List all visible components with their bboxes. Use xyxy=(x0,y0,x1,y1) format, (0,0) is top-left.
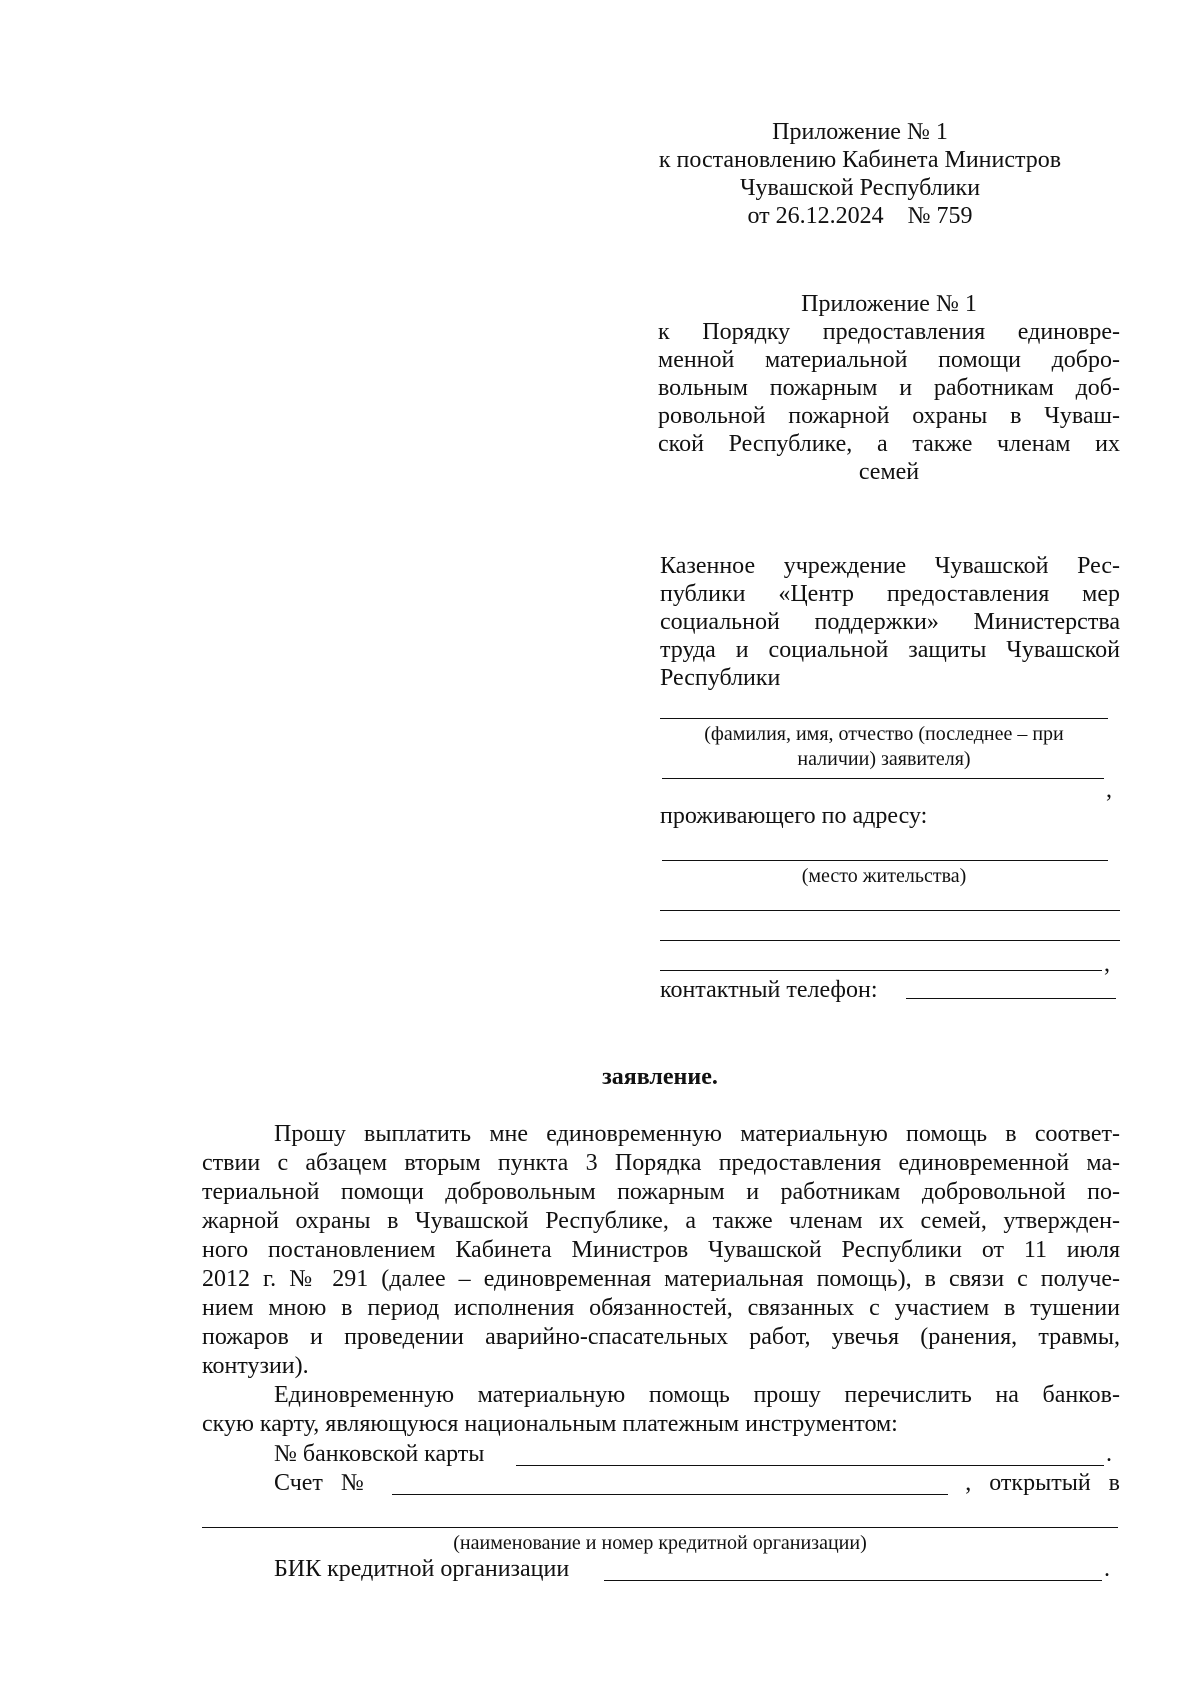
card-number-label: № банковской карты xyxy=(274,1441,485,1467)
paragraph-line: териальной помощи добровольным пожарным и работникам добровольной по- xyxy=(202,1179,1120,1205)
comma: , xyxy=(1104,951,1110,977)
fio-underline[interactable] xyxy=(660,718,1108,719)
paragraph-line: скую карту, являющуюся национальным платежным инструментом: xyxy=(202,1411,898,1437)
statement-title: заявление. xyxy=(602,1064,718,1090)
address-line-3[interactable] xyxy=(660,970,1102,971)
paragraph-line: Единовременную материальную помощь прошу перечислить на банков- xyxy=(274,1382,1120,1408)
paragraph-line: пожаров и проведении аварийно-спасательных работ, увечья (ранения, травмы, xyxy=(202,1324,1120,1350)
appendix-order xyxy=(658,290,1120,486)
fio-caption-line: (фамилия, имя, отчество (последнее – при xyxy=(704,723,1064,745)
residence-caption: (место жительства) xyxy=(801,865,967,887)
appendix-header xyxy=(620,118,1100,230)
addressee xyxy=(660,552,1120,692)
account-opened-text: , открытый в xyxy=(965,1470,1120,1496)
addressee-line: публики «Центр предоставления мер xyxy=(660,581,1120,607)
card-number-field[interactable] xyxy=(516,1465,1104,1466)
fio-caption xyxy=(660,722,1108,772)
appendix-header-line: Чувашской Республики xyxy=(739,175,981,201)
appendix-header-line: Приложение № 1 xyxy=(772,119,948,145)
address-line-1[interactable] xyxy=(660,910,1120,911)
residing-label: проживающего по адресу: xyxy=(660,803,928,829)
appendix-header-line: к постановлению Кабинета Министров xyxy=(658,147,1062,173)
bik-field[interactable] xyxy=(604,1580,1102,1581)
phone-label: контактный телефон: xyxy=(660,977,878,1003)
statement-paragraph-2 xyxy=(202,1381,1120,1439)
bik-end-dot: . xyxy=(1104,1556,1110,1582)
appendix-order-line: семей xyxy=(858,459,920,485)
appendix-order-line: вольным пожарным и работникам доб- xyxy=(658,375,1120,401)
address-line-2[interactable] xyxy=(660,940,1120,941)
account-field[interactable] xyxy=(392,1494,948,1495)
paragraph-line: ного постановлением Кабинета Министров Чувашской Республики от 11 июля xyxy=(202,1237,1120,1263)
statement-paragraph-1 xyxy=(202,1120,1120,1381)
appendix-order-title: Приложение № 1 xyxy=(801,291,977,317)
card-end-dot: . xyxy=(1106,1441,1112,1467)
appendix-order-line: к Порядку предоставления единовре- xyxy=(658,319,1120,345)
comma: , xyxy=(1106,777,1112,803)
paragraph-line: жарной охраны в Чувашской Республике, а также членам их семей, утвержден- xyxy=(202,1208,1120,1234)
bik-label: БИК кредитной организации xyxy=(274,1556,570,1582)
appendix-order-line: ровольной пожарной охраны в Чуваш- xyxy=(658,403,1120,429)
bank-caption: (наименование и номер кредитной организации) xyxy=(453,1532,867,1554)
residence-line[interactable] xyxy=(662,860,1108,861)
addressee-line: Республики xyxy=(660,665,781,691)
addressee-line: социальной поддержки» Министерства xyxy=(660,609,1120,635)
appendix-header-line: от 26.12.2024 № 759 xyxy=(747,203,973,229)
paragraph-line: нием мною в период исполнения обязанностей, связанных с участием в тушении xyxy=(202,1295,1120,1321)
bank-name-field[interactable] xyxy=(202,1527,1118,1528)
fio-continuation-line[interactable] xyxy=(662,778,1104,779)
appendix-order-line: ской Республике, а также членам их xyxy=(658,431,1120,457)
appendix-order-line: менной материальной помощи добро- xyxy=(658,347,1120,373)
addressee-line: труда и социальной защиты Чувашской xyxy=(660,637,1120,663)
addressee-line: Казенное учреждение Чувашской Рес- xyxy=(660,553,1120,579)
paragraph-line: контузии). xyxy=(202,1353,309,1379)
fio-caption-line: наличии) заявителя) xyxy=(797,748,971,770)
paragraph-line: Прошу выплатить мне единовременную материальную помощь в соответ- xyxy=(274,1121,1120,1147)
phone-field[interactable] xyxy=(906,998,1116,999)
paragraph-line: ствии с абзацем вторым пункта 3 Порядка предоставления единовременной ма- xyxy=(202,1150,1120,1176)
account-label: Счет № xyxy=(274,1470,364,1496)
paragraph-line: 2012 г. № 291 (далее – единовременная материальная помощь), в связи с получе- xyxy=(202,1266,1120,1292)
